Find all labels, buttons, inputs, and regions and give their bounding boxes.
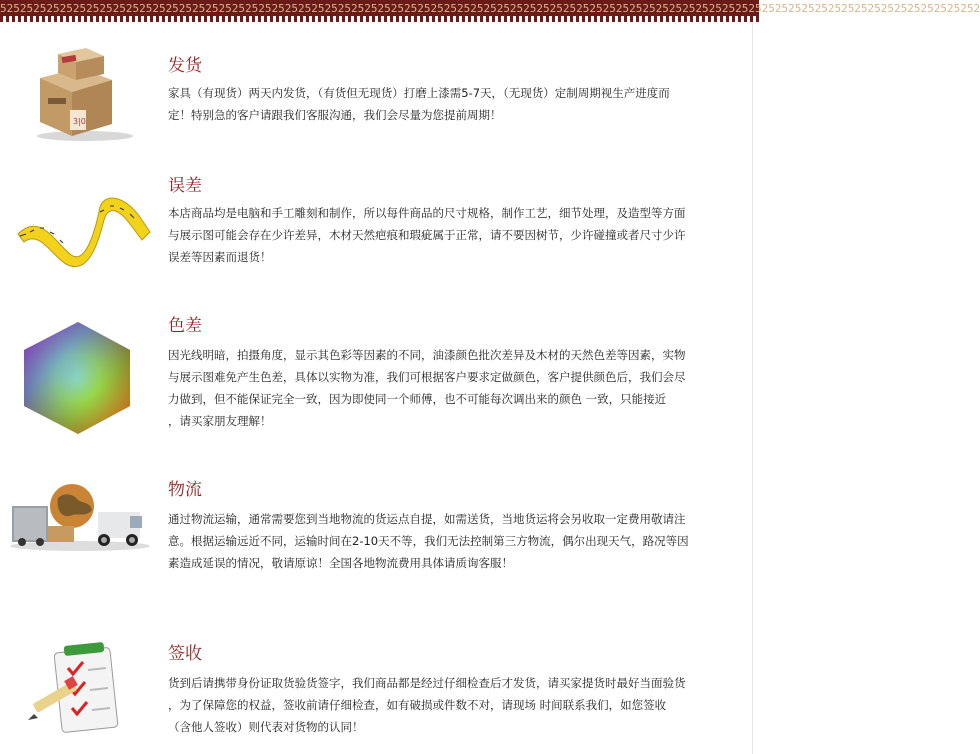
border-fringe (0, 16, 759, 22)
logistics-globe-truck-icon (0, 478, 160, 588)
section-title: 误差 (168, 176, 202, 196)
section-text (168, 672, 728, 738)
section-text (168, 202, 728, 268)
text-line: ，为了保障您的权益，签收前请仔细检查，如有破损或件数不对，请现场 时间联系我们，如您签收 (168, 698, 667, 712)
text-line: 意。根据运输远近不同，运输时间在2-10天不等，我们无法控制第三方物流，偶尔出现天气，路况等因 (168, 534, 689, 548)
text-line: 本店商品均是电脑和手工雕刻和制作，所以每件商品的尺寸规格，制作工艺，细节处理，及造型等方面 (168, 206, 686, 220)
text-line: （含他人签收）则代表对货物的认同！ (168, 720, 364, 734)
tape-measure-icon (0, 172, 160, 282)
section-tolerance (0, 172, 759, 282)
section-shipping (0, 40, 759, 150)
section-title: 物流 (168, 480, 202, 500)
section-sign-receipt (0, 640, 759, 750)
text-line: 因光线明暗，拍摄角度，显示其色彩等因素的不同，油漆颜色批次差异及木材的天然色差等因素，实物 (168, 348, 686, 362)
text-line: 误差等因素而退货！ (168, 250, 272, 264)
text-line: 家具（有现货）两天内发货，（有货但无现货）打磨上漆需5-7天，（无现货）定制周期视生产进度而 (168, 86, 670, 100)
decorative-top-border (0, 0, 980, 22)
section-title: 色差 (168, 316, 202, 336)
text-line: 通过物流运输，通常需要您到当地物流的货运点自提，如需送货，当地货运将会另收取一定费用敬请注 (168, 512, 686, 526)
text-line: ，请买家朋友理解！ (168, 414, 272, 428)
section-text (168, 344, 728, 432)
section-logistics (0, 478, 759, 588)
checklist-clipboard-icon (0, 640, 160, 750)
section-text (168, 82, 728, 126)
package-box-icon (0, 40, 160, 150)
section-title: 签收 (168, 644, 202, 664)
section-text (168, 508, 728, 574)
text-line: 与展示图可能会存在少许差异，木材天然疤痕和瑕疵属于正常，请不要因树节，少许碰撞或者尺寸少许 (168, 228, 686, 242)
text-line: 货到后请携带身份证取货验货签字，我们商品都是经过仔细检查后才发货，请买家提货时最好当面验货 (168, 676, 686, 690)
color-hexagon-icon (0, 314, 160, 434)
text-line: 素造成延误的情况，敬请原谅！全国各地物流费用具体请质询客服！ (168, 556, 513, 570)
section-title: 发货 (168, 56, 202, 76)
border-pattern: 5252525252525252525252525252525252525252525252525252525252525252525252525252525252525252525252525252525252525252525252525252525252525252525252525252 (0, 2, 980, 15)
text-line: 与展示图难免产生色差，具体以实物为准，我们可根据客户要求定做颜色，客户提供颜色后，我们会尽 (168, 370, 686, 384)
svg-text:3|0: 3|0 (73, 117, 86, 126)
text-line: 力做到，但不能保证完全一致，因为即使同一个师傅，也不可能每次调出来的颜色 一致，只能接近 (168, 392, 667, 406)
section-color-difference (0, 314, 759, 434)
text-line: 定！特别急的客户请跟我们客服沟通，我们会尽量为您提前周期！ (168, 108, 502, 122)
